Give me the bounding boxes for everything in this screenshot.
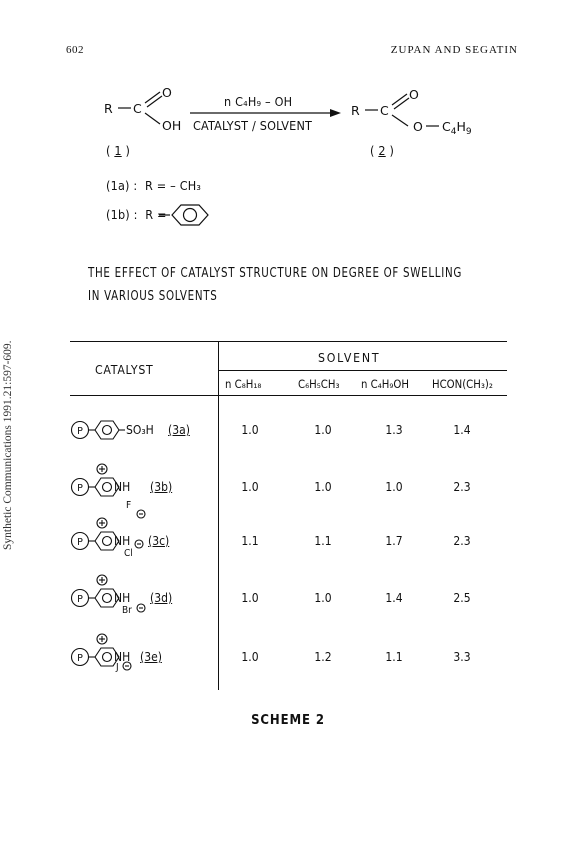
ester-oxygen: O: [413, 119, 423, 134]
caption-line-1: THE EFFECT OF CATALYST STRUCTURE ON DEGREE OF SWELLING: [88, 266, 463, 281]
row-a-label: (3a): [168, 423, 190, 437]
page-number: 602: [66, 44, 84, 56]
cell-d-3: 1.4: [385, 591, 403, 605]
cell-a-2: 1.0: [314, 423, 332, 437]
col-header-4: HCON(CH₃)₂: [432, 377, 493, 391]
row-b-group: NH: [114, 480, 131, 494]
side-citation: Synthetic Communications 1991.21:597-609.: [2, 340, 14, 550]
solvent-header: SOLVENT: [318, 350, 381, 365]
table-divider: [218, 341, 219, 690]
def-1b: (1b) : R =: [106, 207, 167, 222]
cell-c-4: 2.3: [453, 534, 471, 548]
def-1a-value: R = – CH₃: [144, 178, 202, 193]
catalyst-header: CATALYST: [95, 362, 154, 377]
def-1b-label: (1b): [106, 207, 130, 222]
row-c-label: (3c): [148, 534, 170, 548]
col-header-2: C₆H₅CH₃: [298, 377, 340, 391]
hydroxyl-1: OH: [162, 118, 182, 133]
reagent-below: CATALYST / SOLVENT: [193, 118, 313, 133]
svg-text:P: P: [77, 426, 83, 437]
r-group-2: R: [351, 103, 360, 118]
svg-text:P: P: [77, 653, 83, 664]
row-e-counterion: J: [116, 662, 119, 673]
running-head: ZUPAN AND SEGATIN: [390, 44, 518, 56]
col-header-1: n C₈H₁₈: [225, 377, 262, 391]
oxygen-1: O: [162, 85, 172, 100]
def-1a: (1a) : R = – CH₃: [106, 178, 202, 193]
reactant-label: ( 1 ): [106, 143, 131, 158]
svg-text:P: P: [77, 537, 83, 548]
cell-e-1: 1.0: [241, 650, 259, 664]
cell-b-3: 1.0: [385, 480, 403, 494]
cell-d-1: 1.0: [241, 591, 259, 605]
table-mid-rule: [218, 370, 507, 371]
cell-e-4: 3.3: [453, 650, 471, 664]
cell-d-2: 1.0: [314, 591, 332, 605]
r-group-1: R: [104, 101, 113, 116]
row-e-group: NH: [114, 650, 131, 664]
cell-b-1: 1.0: [241, 480, 259, 494]
cell-c-2: 1.1: [314, 534, 332, 548]
cell-e-3: 1.1: [385, 650, 403, 664]
scheme-caption: SCHEME 2: [251, 713, 325, 728]
table-top-rule: [70, 341, 507, 342]
row-c-counterion: Cl: [124, 548, 133, 559]
product-label: ( 2 ): [370, 143, 395, 158]
row-b-label: (3b): [150, 480, 173, 494]
svg-text:P: P: [77, 594, 83, 605]
carbon-2: C: [380, 103, 389, 118]
svg-text:P: P: [77, 483, 83, 494]
product-number: 2: [378, 143, 386, 158]
oxygen-2: O: [409, 87, 419, 102]
carbon-1: C: [133, 101, 142, 116]
reactant-number: 1: [114, 143, 122, 158]
row-d-label: (3d): [150, 591, 173, 605]
col-header-3: n C₄H₉OH: [361, 377, 410, 391]
cell-b-4: 2.3: [453, 480, 471, 494]
row-a-group: SO₃H: [126, 423, 154, 437]
cell-a-1: 1.0: [241, 423, 259, 437]
butyl-group: $C_4H_9$: [442, 119, 472, 137]
def-1b-value: R =: [145, 207, 167, 222]
row-e-label: (3e): [140, 650, 162, 664]
caption-line-2: IN VARIOUS SOLVENTS: [88, 289, 218, 304]
row-d-group: NH: [114, 591, 131, 605]
row-c-group: NH: [114, 534, 131, 548]
row-d-counterion: Br: [122, 605, 132, 616]
row-b-counterion: F: [126, 500, 132, 511]
cell-b-2: 1.0: [314, 480, 332, 494]
cell-c-3: 1.7: [385, 534, 403, 548]
table-header-rule: [70, 395, 507, 396]
def-1a-label: (1a): [106, 178, 130, 193]
reagent-above: n C₄H₉ – OH: [224, 94, 293, 109]
cell-d-4: 2.5: [453, 591, 471, 605]
cell-a-4: 1.4: [453, 423, 471, 437]
cell-e-2: 1.2: [314, 650, 332, 664]
cell-a-3: 1.3: [385, 423, 403, 437]
cell-c-1: 1.1: [241, 534, 259, 548]
